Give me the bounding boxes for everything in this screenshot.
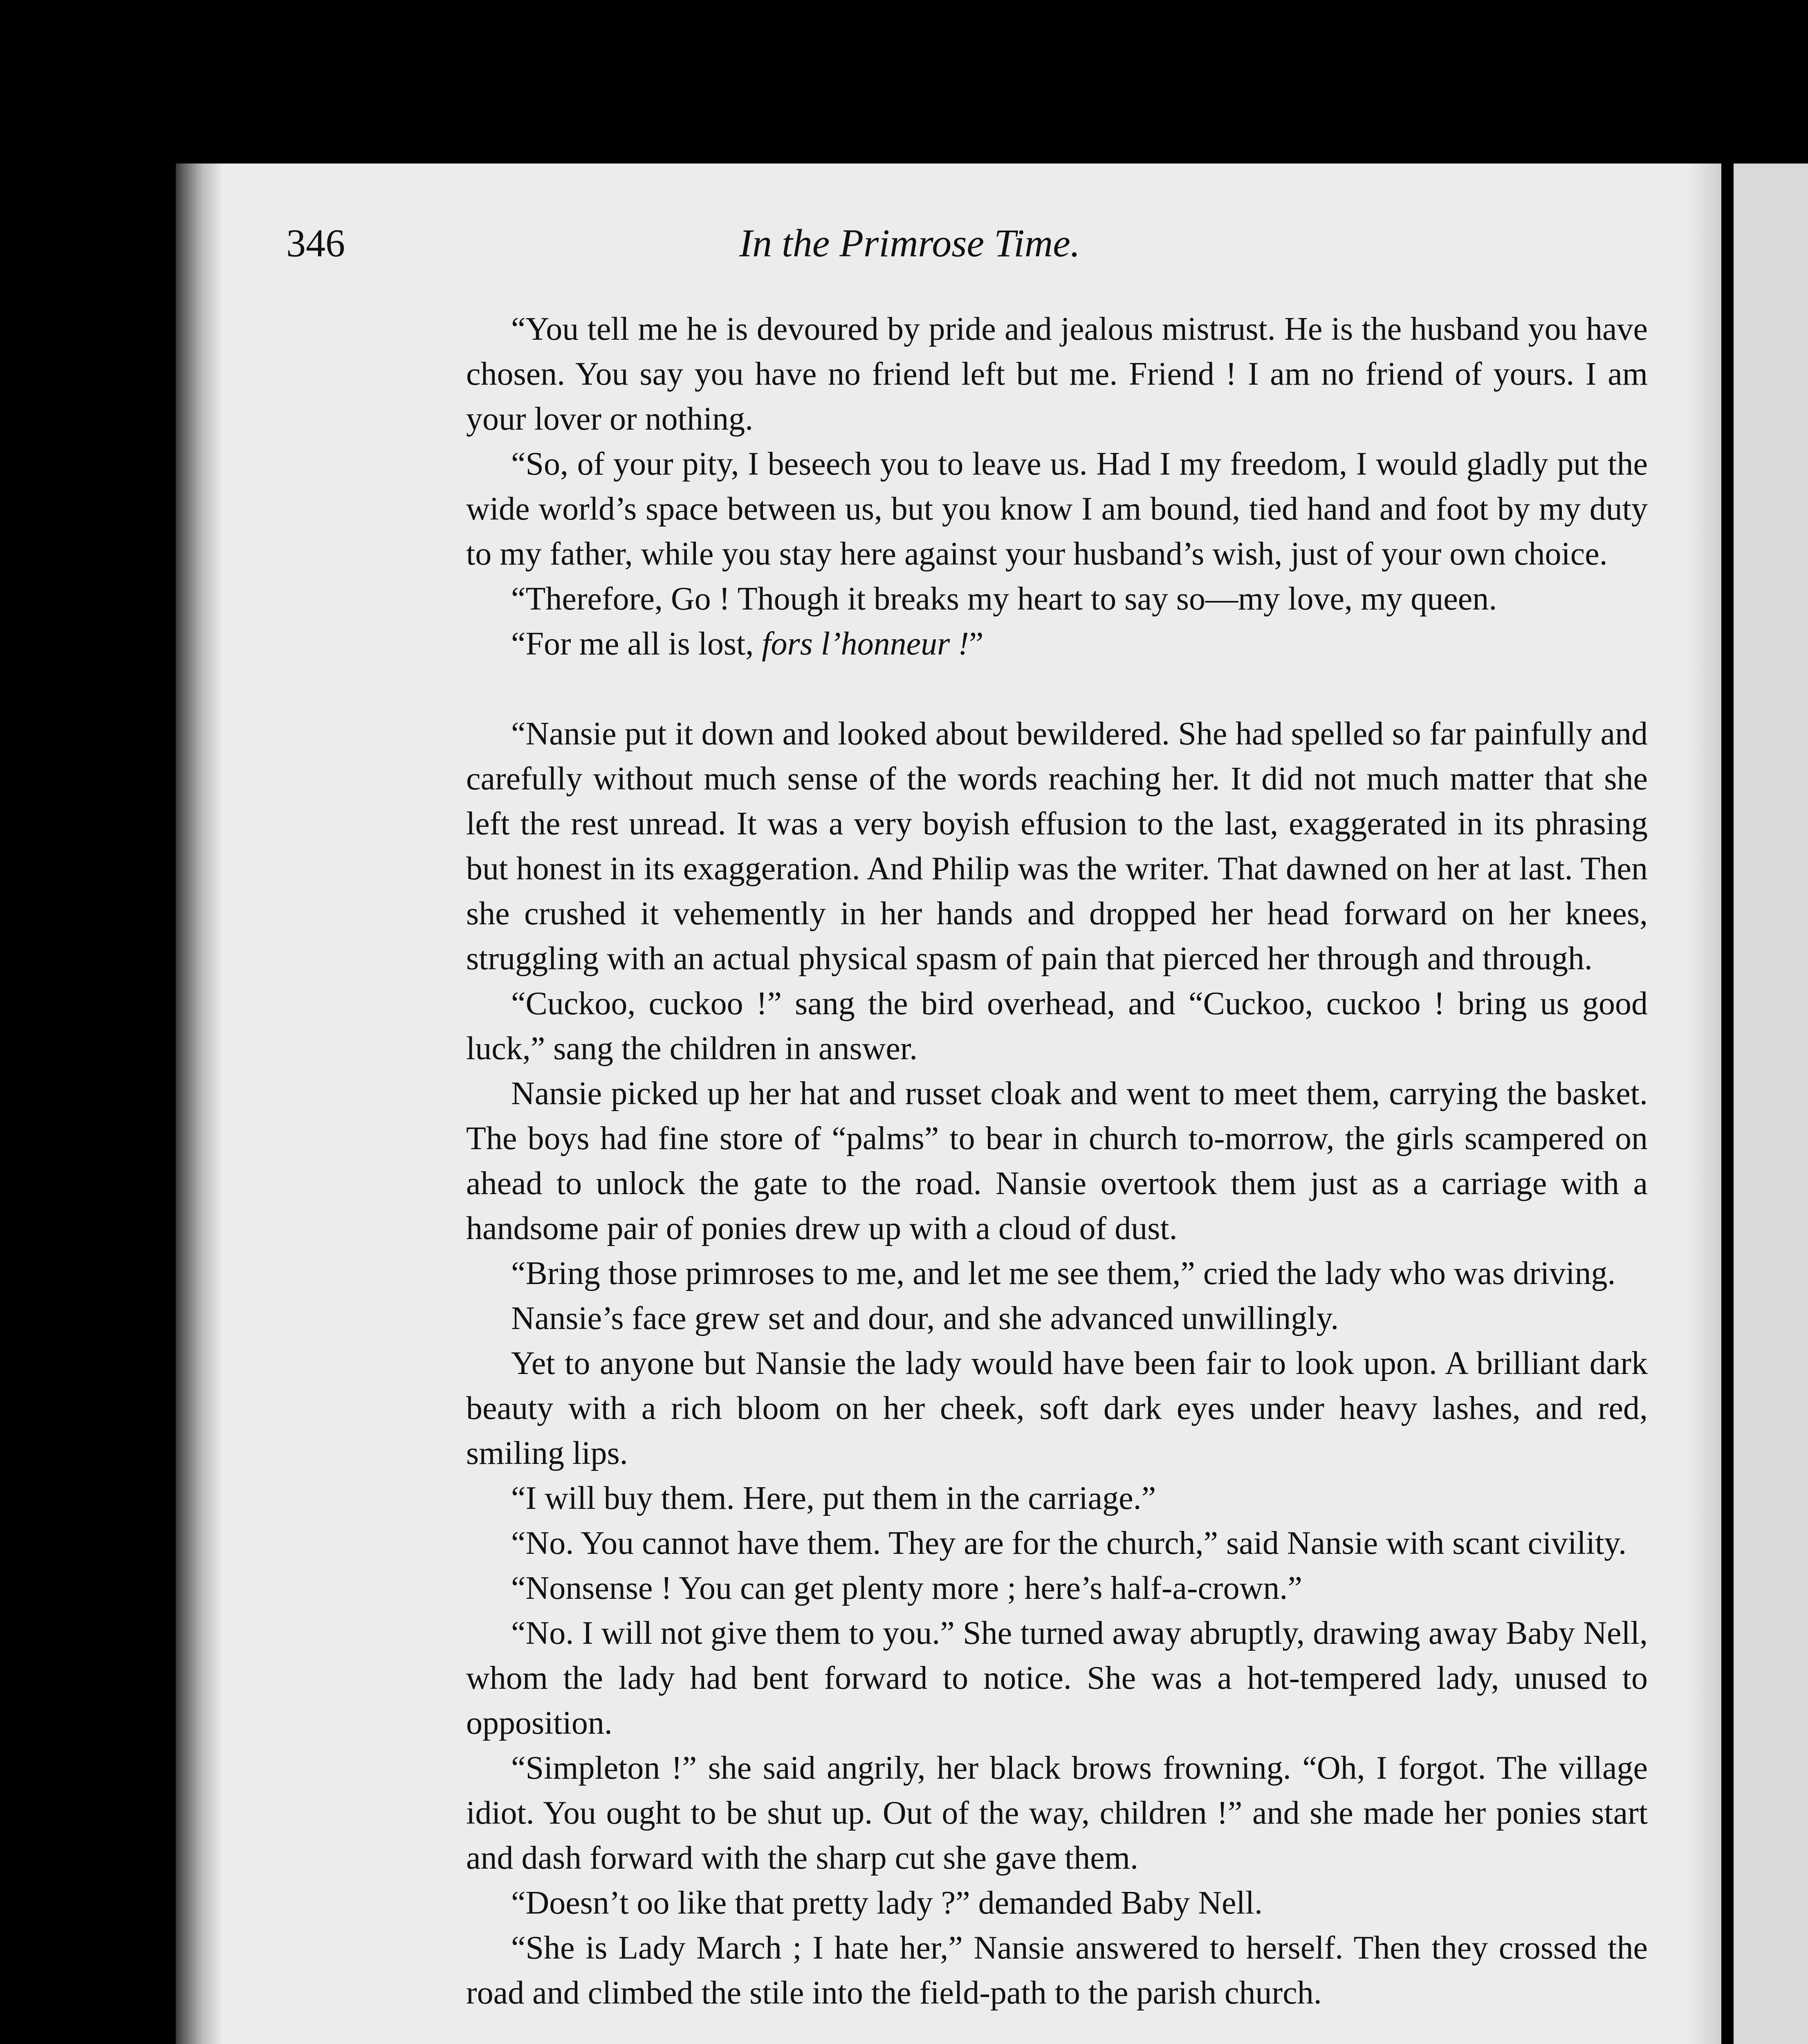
paragraph: “No. You cannot have them. They are for the church,” said Nansie with scant civility.: [511, 1525, 1627, 1561]
closing-quote-line: [466, 621, 1648, 666]
paragraph: Yet to anyone but Nansie the lady would have been fair to look upon. A brilliant dark beauty with a rich bloom on her cheek, soft dark eyes under heavy lashes, and red, smiling lips.: [466, 1345, 1648, 1471]
paragraph: “Therefore, Go ! Though it breaks my heart to say so—my love, my queen.: [511, 581, 1497, 617]
running-head: [286, 217, 1370, 270]
adjacent-page-edge: [1734, 164, 1808, 2044]
paragraph: Nansie picked up her hat and russet cloak and went to meet them, carrying the basket. The boys had fine store of “palms” to bear in church to-morrow, the girls scampered on ahead to unlock the gate to the road. Nansie overtook them just as a carriage with a handsome pair of ponies drew up with a cloud of dust.: [466, 1076, 1648, 1246]
page-binding-shadow: [176, 164, 221, 2044]
paragraph: “Nonsense ! You can get plenty more ; here’s half-a-crown.”: [511, 1570, 1302, 1606]
closing-line-prefix: “For me all is lost,: [511, 626, 762, 662]
paragraph: “Simpleton !” she said angrily, her black brows frowning. “Oh, I forgot. The village idiot. You ought to be shut up. Out of the way, children !” and she made her ponies start and dash forward with the sharp cut she gave them.: [466, 1750, 1648, 1876]
paragraph: Nansie’s face grew set and dour, and she advanced unwillingly.: [511, 1300, 1339, 1336]
paragraph: “Cuckoo, cuckoo !” sang the bird overhead, and “Cuckoo, cuckoo ! bring us good luck,” sang the children in answer.: [466, 986, 1648, 1067]
closing-line-suffix: ”: [969, 626, 984, 662]
paragraph: “Bring those primroses to me, and let me see them,” cried the lady who was driving.: [511, 1255, 1616, 1291]
running-title: In the Primrose Time.: [739, 221, 1080, 265]
paragraph: “I will buy them. Here, put them in the carriage.”: [511, 1480, 1156, 1516]
paragraph: “Doesn’t oo like that pretty lady ?” demanded Baby Nell.: [511, 1885, 1263, 1921]
page-number: 346: [286, 221, 345, 265]
paragraph: “No. I will not give them to you.” She turned away abruptly, drawing away Baby Nell, whom the lady had bent forward to notice. She was a hot-tempered lady, unused to opposition.: [466, 1615, 1648, 1741]
paragraph: “You tell me he is devoured by pride and jealous mistrust. He is the husband you have chosen. You say you have no friend left but me. Friend ! I am no friend of yours. I am your lover or nothing.: [466, 311, 1648, 437]
paragraph: “Nansie put it down and looked about bewildered. She had spelled so far painfully and carefully without much sense of the words reaching her. It did not much matter that she left the rest unread. It was a very boyish effusion to the last, exaggerated in its phrasing but honest in its exaggeration. And Philip was the writer. That dawned on her at last. Then she crushed it vehemently in her hands and dropped her head forward on her knees, struggling with an actual physical spasm of pain that pierced her through and through.: [466, 716, 1648, 977]
paragraph: “She is Lady March ; I hate her,” Nansie answered to herself. Then they crossed the road and climbed the stile into the field-path to the parish church.: [466, 1930, 1648, 2011]
body-text: [466, 307, 1648, 2015]
paragraph: “So, of your pity, I beseech you to leave us. Had I my freedom, I would gladly put the wide world’s space between us, but you know I am bound, tied hand and foot by my duty to my father, while you stay here against your husband’s wish, just of your own choice.: [466, 446, 1648, 572]
closing-line-italic: fors l’honneur !: [762, 626, 969, 662]
